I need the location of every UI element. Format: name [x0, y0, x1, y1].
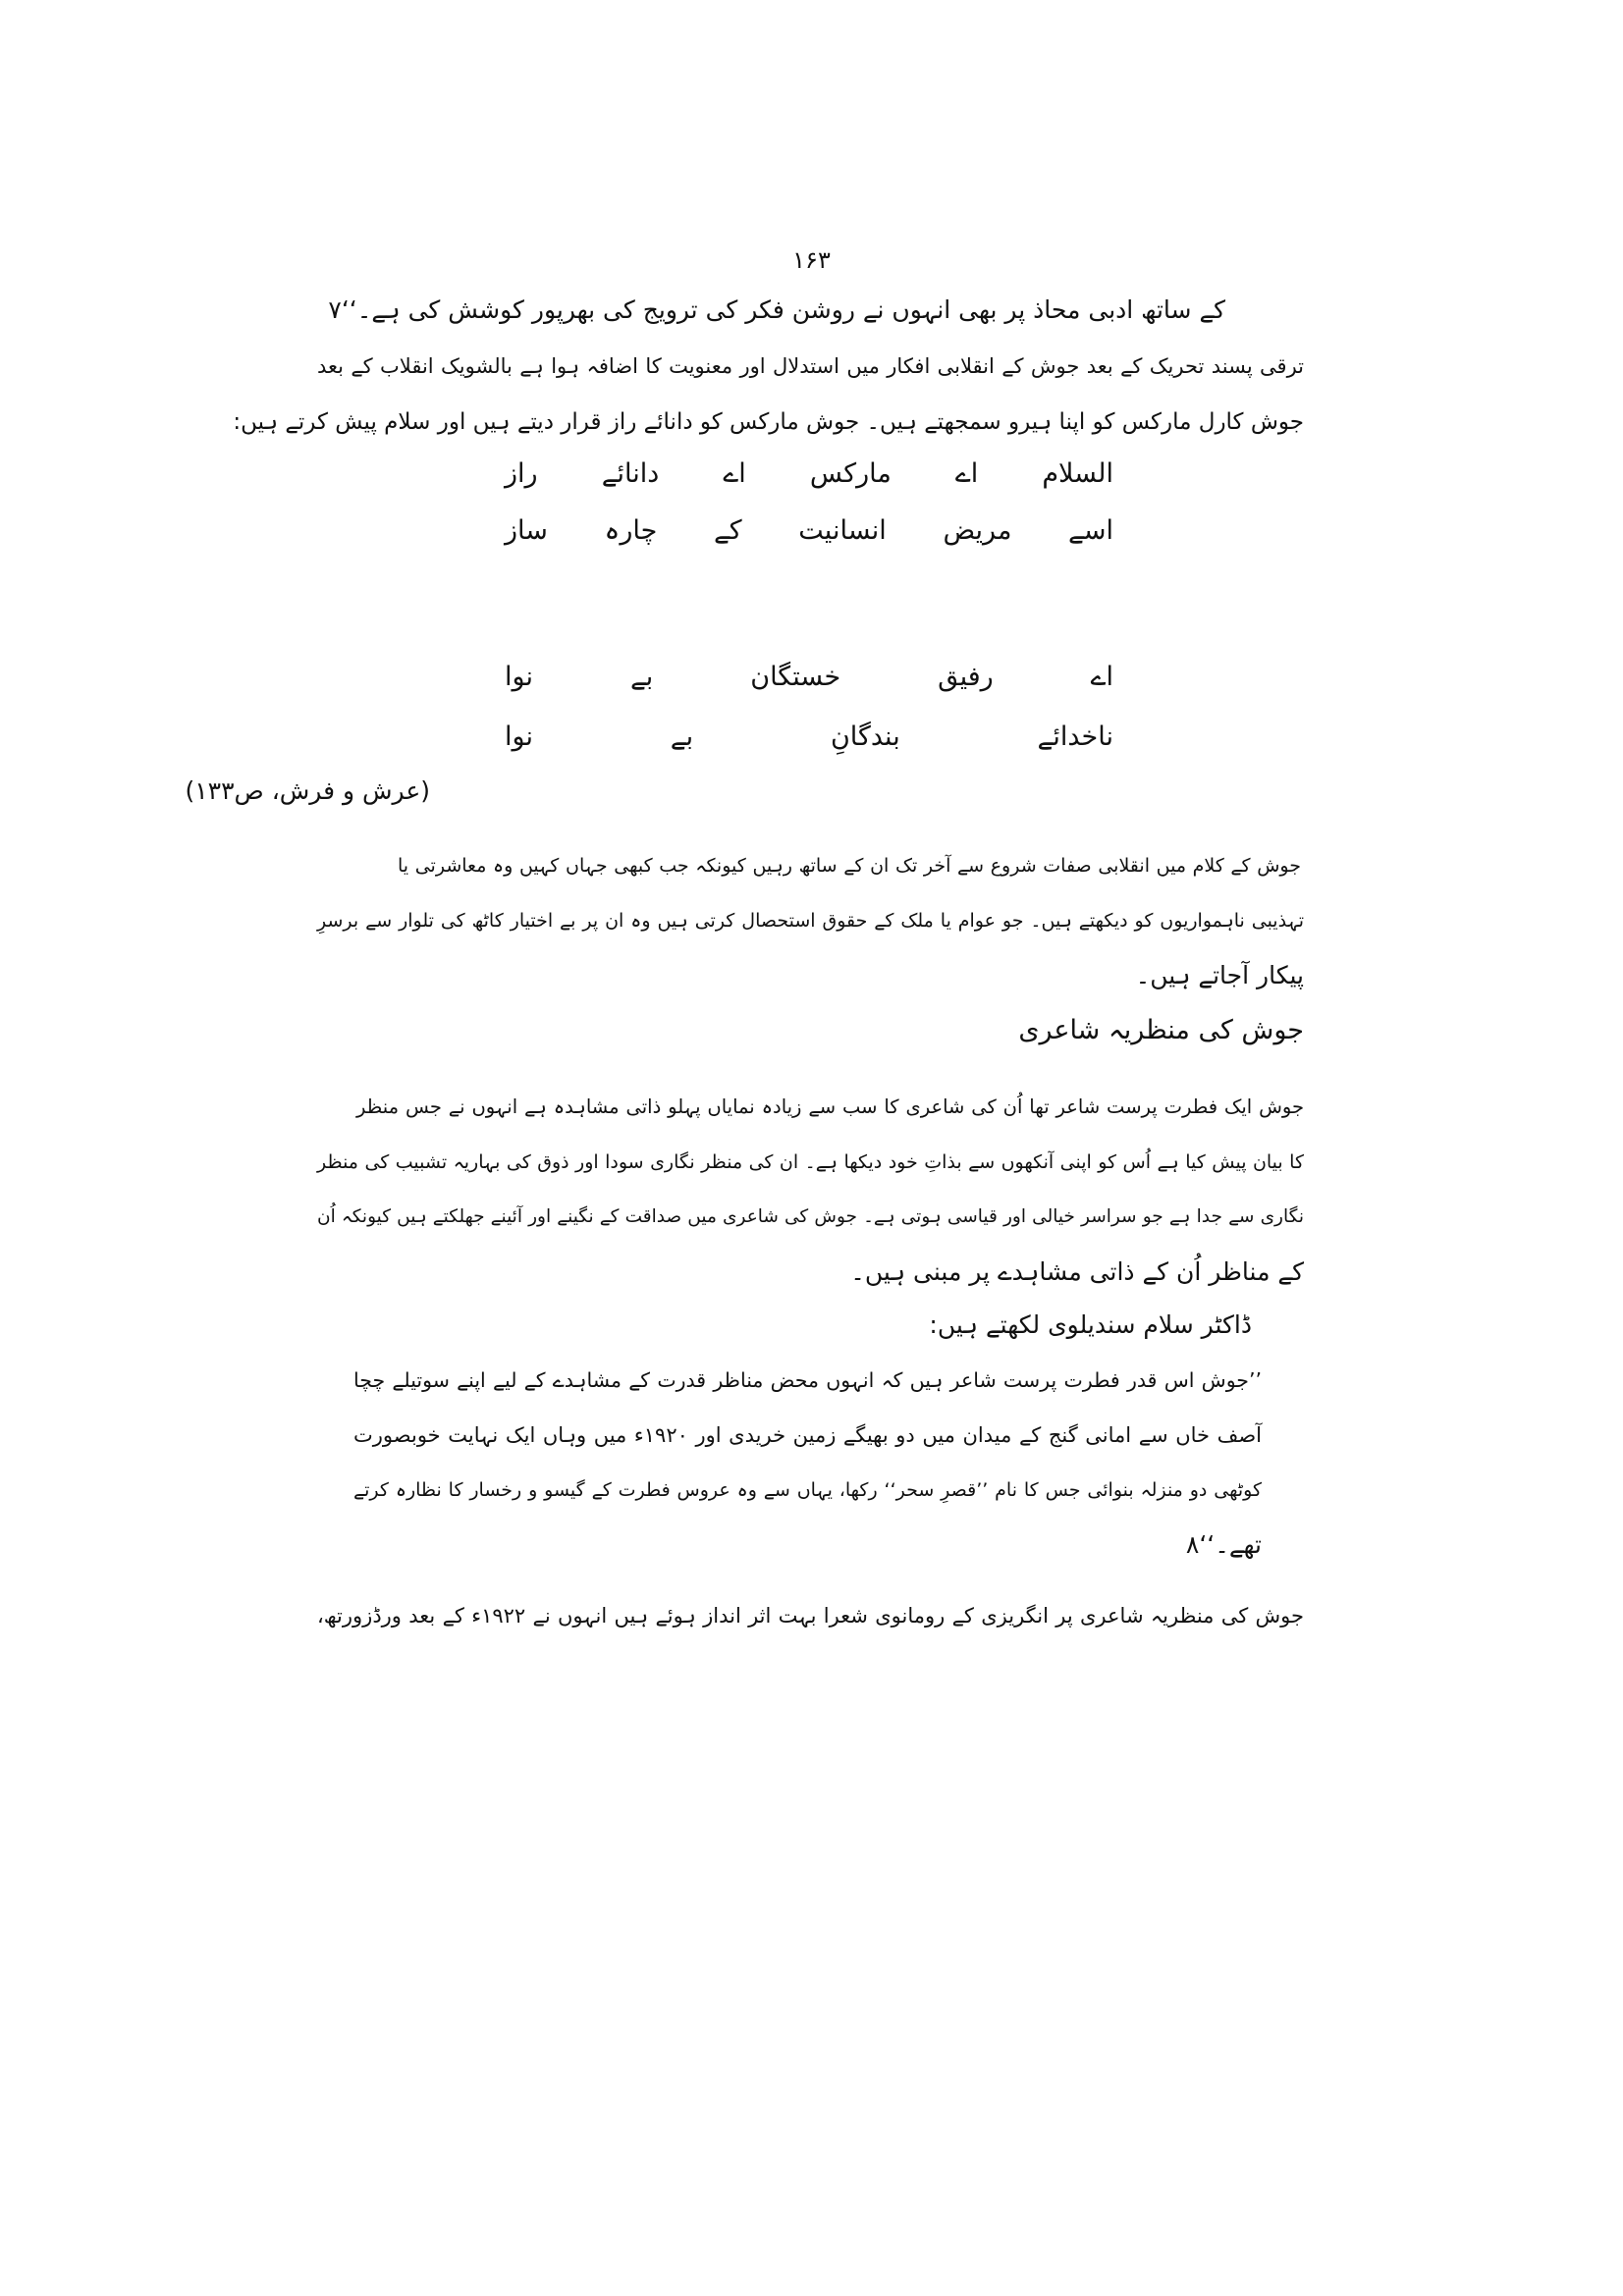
verse-word: نوا	[505, 721, 533, 752]
paragraph-1-line-1: جوش کے کلام میں انقلابی صفات شروع سے آخر تک ان کے ساتھ رہیں کیونکہ جب کبھی جہاں کہیں وہ معاشرتی یا	[398, 855, 1301, 877]
closing-line: جوش کی منظریہ شاعری پر انگریزی کے رومانوی شعرا بہت اثر انداز ہوئے ہیں انہوں نے ۱۹۲۲ء کے بعد ورڈزورتھ،	[317, 1604, 1305, 1628]
text-line-1: کے ساتھ ادبی محاذ پر بھی انہوں نے روشن فکر کی ترویج کی بھرپور کوشش کی ہے۔‘‘۷	[328, 295, 1225, 324]
verse-word: اسے	[1068, 514, 1113, 546]
verse-word: کے	[713, 514, 742, 546]
quote-line-1: ’’جوش اس قدر فطرت پرست شاعر ہیں کہ انہوں محض مناظر قدرت کے مشاہدے کے لیے اپنے سوتیلے چچا	[353, 1368, 1262, 1392]
verse-row-2	[505, 508, 1113, 552]
paragraph-2-line-1: جوش ایک فطرت پرست شاعر تھا اُن کی شاعری کا سب سے زیادہ نمایاں پہلو ذاتی مشاہدہ ہے انہوں نے جس منظر	[356, 1095, 1304, 1118]
verse-word: بندگانِ	[830, 721, 900, 752]
text-line-3: جوش کارل مارکس کو اپنا ہیرو سمجھتے ہیں۔ جوش مارکس کو دانائے راز قرار دیتے ہیں اور سلام پیش کرتے ہیں:	[233, 409, 1304, 435]
paragraph-1-line-2: تہذیبی ناہمواریوں کو دیکھتے ہیں۔ جو عوام یا ملک کے حقوق استحصال کرتی ہیں وہ ان پر بے اختیار کاٹھ کی تلوار سے برسرِ	[317, 910, 1304, 932]
verse-row-3	[505, 655, 1113, 698]
verse-word: رفیق	[938, 661, 994, 692]
verse-word: نوا	[505, 661, 533, 692]
verse-word: انسانیت	[798, 514, 887, 546]
verse-word: دانائے	[601, 457, 660, 489]
verse-word: ساز	[505, 514, 548, 546]
quote-line-3: کوٹھی دو منزلہ بنوائی جس کا نام ’’قصرِ سحر‘‘ رکھا، یہاں سے وہ عروس فطرت کے گیسو و رخسار کا نظارہ کرتے	[353, 1479, 1262, 1501]
verse-row-1	[505, 452, 1113, 495]
verse-word: خستگان	[750, 661, 841, 692]
verse-row-4	[505, 715, 1113, 758]
paragraph-2-line-2: کا بیان پیش کیا ہے اُس کو اپنی آنکھوں سے بذاتِ خود دیکھا ہے۔ ان کی منظر نگاری سودا اور ذوق کی بہاریہ تشبیب کی منظر	[317, 1151, 1304, 1173]
verse-word: السلام	[1042, 457, 1113, 489]
citation: (عرش و فرش، ص۱۳۳)	[185, 776, 430, 805]
verse-word: بے	[670, 721, 694, 752]
verse-word: اے	[954, 457, 979, 489]
quote-line-4: تھے۔‘‘۸	[1185, 1530, 1262, 1559]
section-heading: جوش کی منظریہ شاعری	[1018, 1015, 1304, 1045]
verse-word: ناخدائے	[1037, 721, 1113, 752]
verse-word: چارہ	[604, 514, 658, 546]
verse-word: مریض	[943, 514, 1012, 546]
text-line-2: ترقی پسند تحریک کے بعد جوش کے انقلابی افکار میں استدلال اور معنویت کا اضافہ ہوا ہے بالشویک انقلاب کے بعد	[317, 354, 1304, 378]
quote-line-2: آصف خاں سے امانی گنج کے میدان میں دو بھیگے زمین خریدی اور ۱۹۲۰ء میں وہاں ایک نہایت خوبصورت	[353, 1423, 1262, 1447]
paragraph-2-line-3: نگاری سے جدا ہے جو سراسر خیالی اور قیاسی ہوتی ہے۔ جوش کی شاعری میں صداقت کے نگینے اور آئینے جھلکتے ہیں کیونکہ اُن	[317, 1206, 1304, 1227]
verse-word: مارکس	[809, 457, 892, 489]
verse-word: بے	[629, 661, 654, 692]
quote-intro: ڈاکٹر سلام سندیلوی لکھتے ہیں:	[929, 1310, 1252, 1339]
verse-word: اے	[723, 457, 746, 489]
verse-word: راز	[505, 457, 538, 489]
paragraph-1-line-3: پیکار آجاتے ہیں۔	[1135, 961, 1304, 989]
page-number: ۱۶۳	[792, 246, 831, 274]
verse-word: اے	[1090, 661, 1113, 692]
paragraph-2-line-4: کے مناظر اُن کے ذاتی مشاہدے پر مبنی ہیں۔	[850, 1257, 1304, 1286]
